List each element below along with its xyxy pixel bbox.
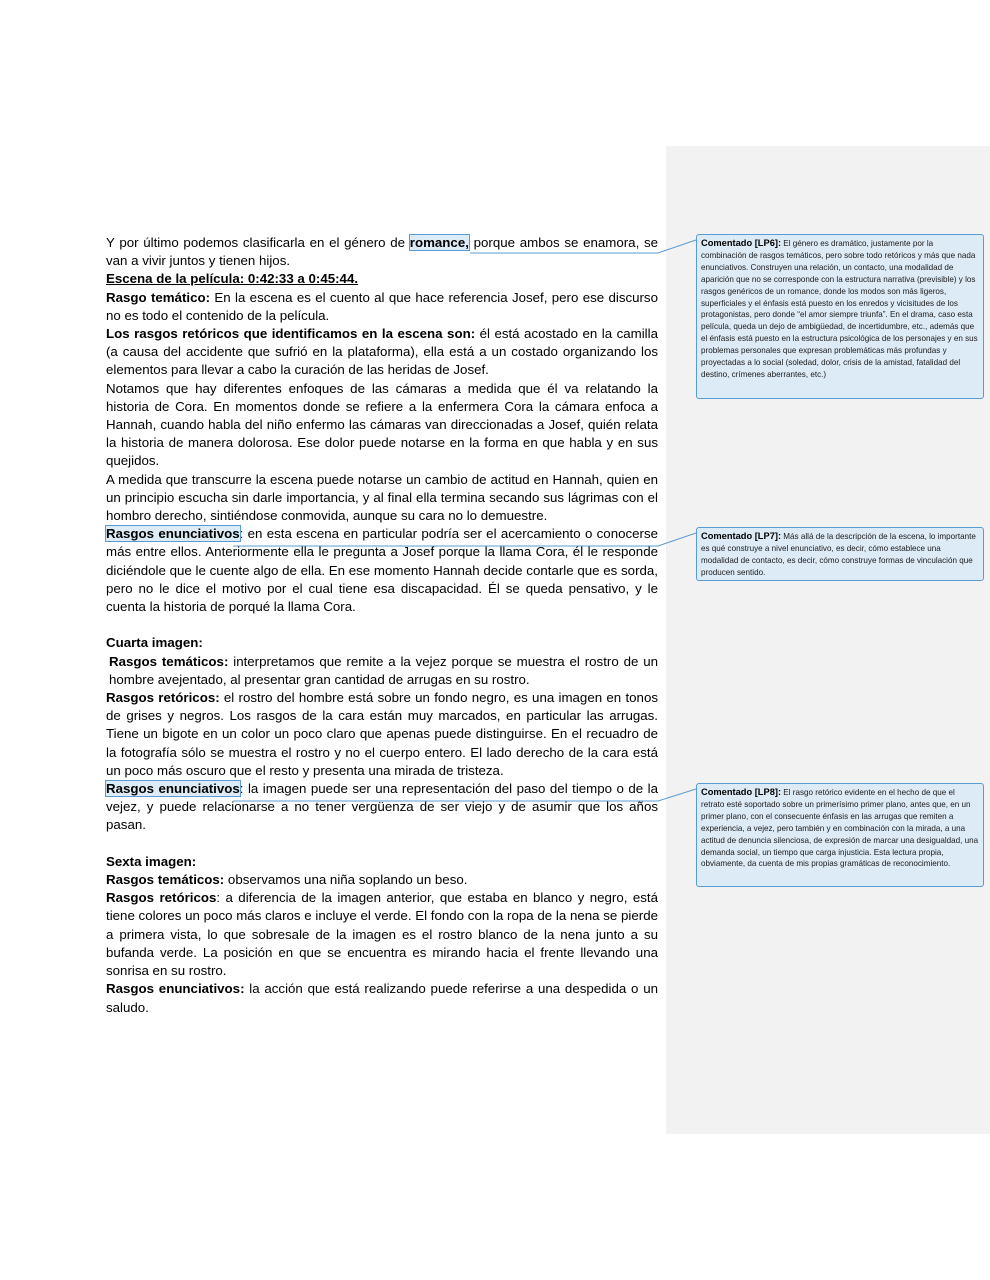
paragraph <box>106 980 658 1016</box>
comment-lp7[interactable] <box>696 527 984 581</box>
comment-lp6[interactable] <box>696 234 984 399</box>
bold-text: Rasgos temáticos: <box>106 872 225 888</box>
bold-text: Escena de la película: 0:42:33 a 0:45:44. <box>106 271 359 287</box>
bold-text: Rasgo temático: <box>106 289 211 305</box>
comment-lp6-label: Comentado [LP6]: <box>701 238 782 248</box>
text-run: porque ambos se enamora, se van a vivir juntos y tienen hijos. <box>106 235 659 269</box>
commented-text[interactable]: romance, <box>409 235 469 250</box>
text-run: Notamos que hay diferentes enfoques de las cámaras a medida que él va relatando la historia de Cora. En momentos donde se refiere a la enfermera Cora la cámara enfoca a Hannah, cuando habla del niño enfermo las cámaras van direccionadas a Josef, quién relata la historia de manera dolorosa. Ese dolor puede notarse en la forma en que habla y en sus quejidos. <box>106 380 658 469</box>
text-run: interpretamos que remite a la vejez porque se muestra el rostro de un hombre avejentado, al presentar gran cantidad de arrugas en su rostro. <box>109 653 658 687</box>
text-run: En la escena es el cuento al que hace referencia Josef, pero ese discurso no es todo el contenido de la película. <box>106 289 658 323</box>
paragraph <box>106 525 658 616</box>
comment-lp6-text: El género es dramático, justamente por la combinación de rasgos temáticos, pero sobre todo retóricos y más que nada enunciativos. Construyen una relación, un contacto, una modalidad de aparición que no se corresponde con la estructura narrativa (previsible) y los rasgos genéricos de un romance, donde los modos son más ligeros, superficiales y el énfasis está puesto en los enredos y vicisitudes de los protagonistas, pero donde “el amor siempre triunfa”. En el drama, caso esta película, queda un dejo de ambigüedad, de incertidumbre, etc., además que el énfasis está puesto en la estructura psicológica de los personajes y en sus problemas personales que expresan problemáticas más profundas y proyectadas a lo social (soledad, dolor, crisis de la amistad, fatalidad del destino, crímenes aberrantes, etc.) <box>701 239 978 379</box>
text-run: A medida que transcurre la escena puede notarse un cambio de actitud en Hannah, quien en un principio escucha sin darle importancia, y al final ella termina secando sus lágrimas con el hombro derecho, sintiéndose conmovida, aunque su cara no lo demuestre. <box>106 471 658 524</box>
text-run: : la imagen puede ser una representación del paso del tiempo o de la vejez, y puede relacionarse a no tener vergüenza de ser viejo y de asumir que los años pasan. <box>106 781 658 833</box>
paragraph <box>106 889 658 980</box>
comment-lp8[interactable] <box>696 783 984 887</box>
bold-text: Los rasgos retóricos que identificamos en la escena son: <box>106 326 476 342</box>
paragraph <box>106 471 658 526</box>
paragraph <box>106 289 658 325</box>
text-run: la acción que está realizando puede referirse a una despedida o un saludo. <box>106 981 659 1015</box>
text-run: Y por último podemos clasificarla en el género de <box>106 235 410 250</box>
bold-text: Sexta imagen: <box>106 853 197 869</box>
paragraph <box>106 871 658 889</box>
text-run: : a diferencia de la imagen anterior, que estaba en blanco y negro, está tiene colores un poco más claros e incluye el verde. El fondo con la ropa de la nena se pierde a primera vista, lo que sobresale de la imagen es el rostro blanco de la nena junto a su bufanda verde. La posición en que se encuentra es mirando hacia el frente llevando una sonrisa en su rostro. <box>106 890 658 979</box>
paragraph <box>106 653 658 689</box>
comment-lp7-label: Comentado [LP7]: <box>701 531 782 541</box>
bold-text: Cuarta imagen: <box>106 635 203 651</box>
paragraph <box>106 380 658 471</box>
comment-lp7-text: Más allá de la descripción de la escena, lo importante es qué construye a nivel enunciativo, es decir, cómo establece una modalidad de contacto, es decir, cómo construye formas de vinculación que producen sentido. <box>701 532 976 577</box>
bold-text: Rasgos retóricos: <box>106 690 220 706</box>
paragraph <box>106 270 658 288</box>
commented-text[interactable]: Rasgos enunciativos <box>106 781 240 797</box>
paragraph <box>106 325 658 380</box>
bold-text: Rasgos retóricos <box>106 890 217 906</box>
paragraph <box>106 234 658 270</box>
paragraph <box>106 689 658 780</box>
paragraph <box>106 853 658 871</box>
bold-text: Rasgos temáticos: <box>109 653 229 669</box>
document-body <box>106 234 658 1017</box>
comment-lp8-text: El rasgo retórico evidente en el hecho de que el retrato esté soportado sobre un primerísimo primer plano, antes que, en un primer plano, con el consecuente énfasis en las arrugas que remiten a experiencia, a vejez, pero también y en combinación con la mirada, a una actitud de denuncia silenciosa, de expresión de marcar una desigualdad, una demanda social, un tiempo que carga injusticia. Esta lectura propia, obviamente, da cuenta de mis propias gramáticas de reconocimiento. <box>701 788 979 869</box>
paragraph <box>106 780 658 835</box>
text-run: observamos una niña soplando un beso. <box>224 872 468 888</box>
text-run: : en esta escena en particular podría ser el acercamiento o conocerse más entre ellos. Anteriormente ella le pregunta a Josef porque la llama Cora, él le responde diciéndole que le cuente algo de ella. En ese momento Hannah decide contarle que es sorda, pero no le dice el motivo por el cual tiene esa discapacidad. Él se queda pensativo, y le cuenta la historia de porqué la llama Cora. <box>106 526 658 615</box>
paragraph <box>106 634 658 652</box>
bold-text: Rasgos enunciativos: <box>106 981 245 997</box>
commented-text[interactable]: Rasgos enunciativos <box>106 526 240 542</box>
text-run: él está acostado en la camilla (a causa del accidente que sufrió en la plataforma), ella está a un costado organizando los elementos para llevar a cabo la curación de las heridas de Josef. <box>106 326 658 378</box>
comment-lp8-label: Comentado [LP8]: <box>701 787 782 797</box>
text-run: el rostro del hombre está sobre un fondo negro, es una imagen en tonos de grises y negros. Los rasgos de la cara están muy marcados, en particular las arrugas. Tiene un bigote en un color un poco claro que apenas puede distinguirse. En el recuadro de la fotografía sólo se muestra el rostro y no el cuerpo entero. El lado derecho de la cara está un poco más oscuro que el resto y presenta una mirada de tristeza. <box>106 690 658 778</box>
